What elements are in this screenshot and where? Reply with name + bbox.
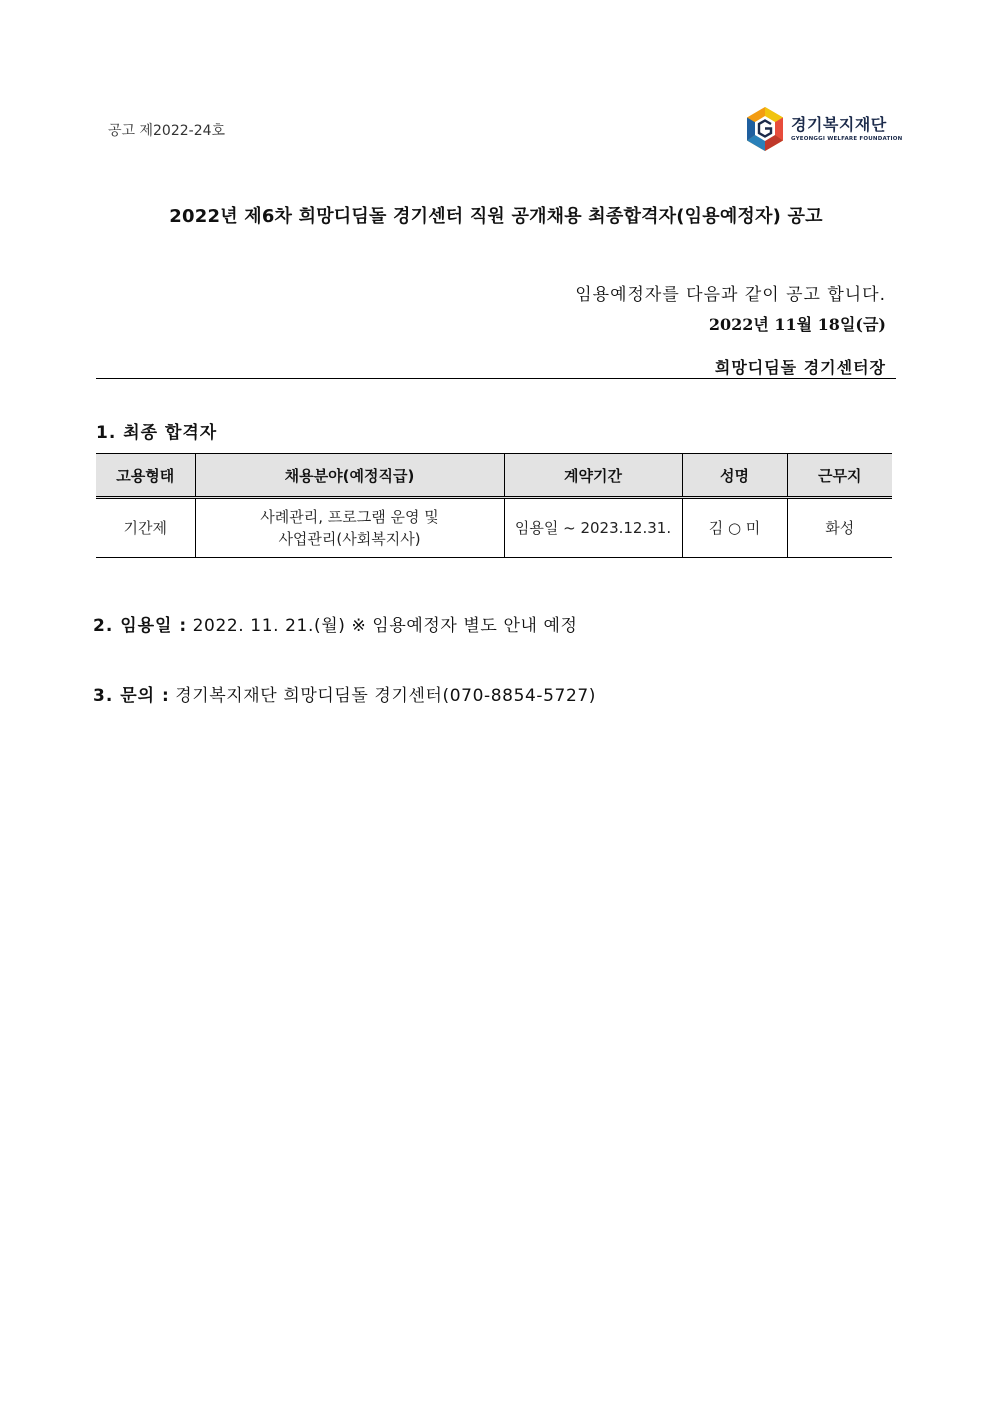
cell-field-line-2: 사업관리(사회복지사) (278, 530, 421, 548)
intro-sentence: 임용예정자를 다음과 같이 공고 합니다. (575, 285, 886, 305)
final-candidates-table (96, 453, 892, 558)
column-employment-type: 고용형태 (96, 454, 195, 498)
section-2-value: 2022. 11. 21.(월) ※ 임용예정자 별도 안내 예정 (192, 616, 578, 636)
header-divider (96, 378, 896, 379)
announcement-date: 2022년 11월 18일(금) (708, 315, 886, 334)
column-location: 근무지 (787, 454, 892, 498)
cell-field (195, 498, 504, 558)
column-field: 채용분야(예정직급) (195, 454, 504, 498)
section-2-label: 2. 임용일 : (93, 616, 188, 636)
notice-number: 공고 제2022-24호 (108, 123, 226, 139)
section-1-heading: 1. 최종 합격자 (96, 423, 218, 443)
cell-employment-type: 기간제 (96, 498, 195, 558)
logo-name-korean: 경기복지재단 (791, 115, 887, 134)
cell-contract-period: 임용일 ~ 2023.12.31. (504, 498, 682, 558)
section-3-label: 3. 문의 : (93, 686, 170, 706)
column-contract-period: 계약기간 (504, 454, 682, 498)
column-name: 성명 (682, 454, 787, 498)
cell-field-line-1: 사례관리, 프로그램 운영 및 (260, 508, 439, 526)
section-2 (93, 611, 578, 636)
issuer: 희망디딤돌 경기센터장 (714, 358, 886, 377)
logo-name-english: GYEONGGI WELFARE FOUNDATION (791, 136, 903, 142)
table-row (96, 498, 892, 558)
section-3 (93, 681, 596, 706)
foundation-logo-icon (745, 106, 785, 152)
document-title: 2022년 제6차 희망디딤돌 경기센터 직원 공개채용 최종합격자(임용예정자) 공고 (169, 206, 823, 227)
foundation-logo (745, 106, 902, 152)
cell-name: 김 ○ 미 (682, 498, 787, 558)
cell-location: 화성 (787, 498, 892, 558)
section-3-value: 경기복지재단 희망디딤돌 경기센터(070-8854-5727) (175, 686, 597, 706)
table-header-row (96, 454, 892, 498)
